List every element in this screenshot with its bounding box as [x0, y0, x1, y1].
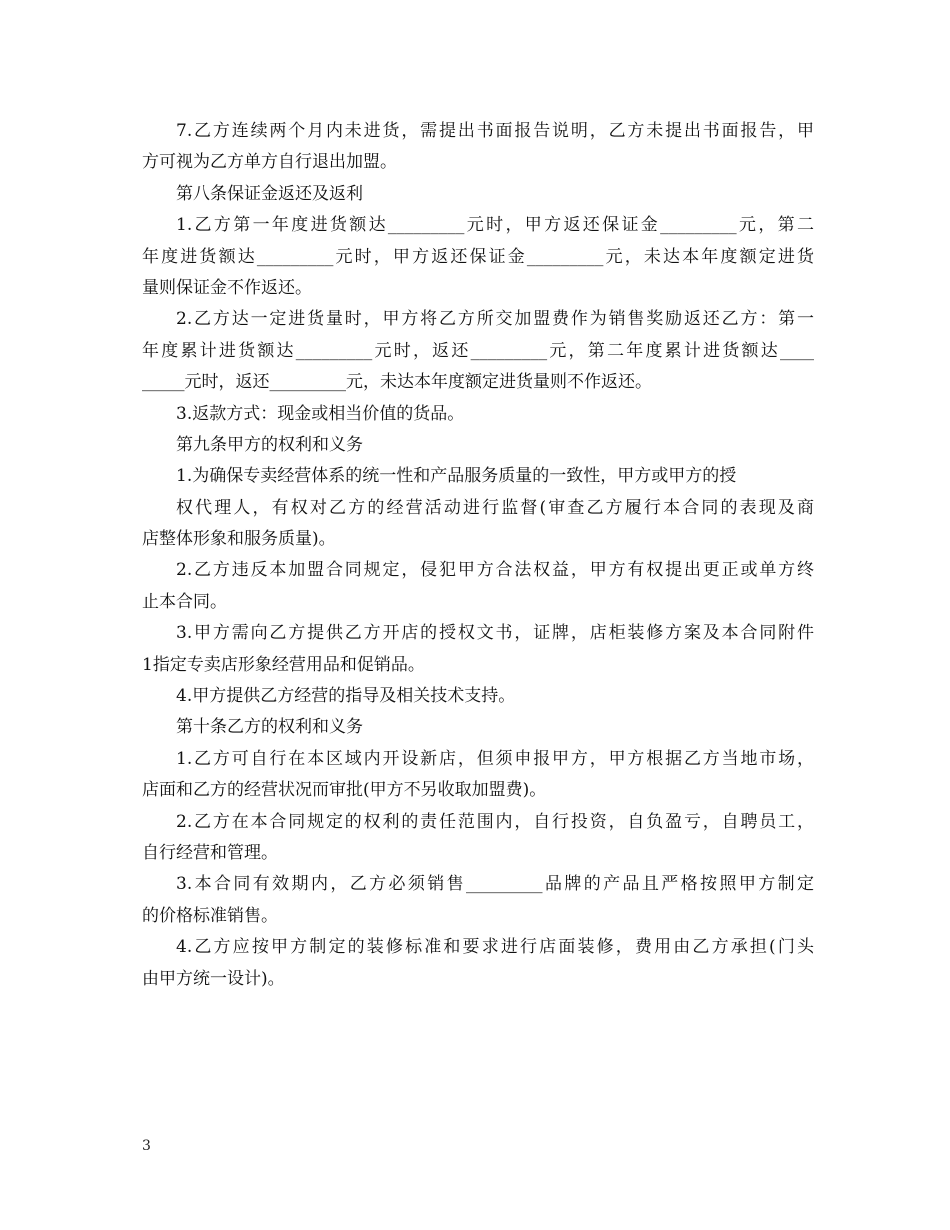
text-line: 止本合同。 — [142, 591, 227, 612]
text-line: 自行经营和管理。 — [142, 842, 278, 863]
text-line: 3.甲方需向乙方提供乙方开店的授权文书，证牌，店柜装修方案及本合同附件 — [176, 623, 814, 644]
page-number: 3 — [142, 1138, 151, 1154]
text-line: 7.乙方连续两个月内未进货，需提出书面报告说明，乙方未提出书面报告，甲 — [176, 121, 814, 141]
text-line: 第十条乙方的权利和义务 — [176, 717, 363, 738]
text-line: 4.甲方提供乙方经营的指导及相关技术支持。 — [176, 686, 516, 707]
text-line: 4.乙方应按甲方制定的装修标准和要求进行店面装修，费用由乙方承担(门头 — [176, 937, 814, 958]
text-line: 1指定专卖店形象经营用品和促销品。 — [142, 654, 425, 675]
text-line: 3.本合同有效期内，乙方必须销售_________品牌的产品且严格按照甲方制定 — [176, 874, 814, 895]
text-line: 由甲方统一设计)。 — [142, 968, 285, 989]
text-line: 店整体形象和服务质量)。 — [142, 529, 336, 550]
text-line: 店面和乙方的经营状况而审批(甲方不另收取加盟费)。 — [142, 780, 547, 801]
text-line: 的价格标准销售。 — [142, 905, 278, 926]
text-line: 1.为确保专卖经营体系的统一性和产品服务质量的一致性，甲方或甲方的授 — [176, 466, 737, 487]
text-line: 方可视为乙方单方自行退出加盟。 — [142, 152, 397, 173]
text-line: 2.乙方在本合同规定的权利的责任范围内，自行投资，自负盈亏，自聘员工， — [176, 811, 814, 832]
text-line: 第八条保证金返还及返利 — [176, 183, 363, 204]
contract-body — [142, 116, 814, 995]
text-line: 量则保证金不作返还。 — [142, 277, 312, 298]
text-line: _____元时，返还_________元，未达本年度额定进货量则不作返还。 — [142, 372, 652, 393]
text-line: 年度累计进货额达_________元时，返还_________元，第二年度累计进货额达____ — [142, 340, 814, 361]
text-line: 权代理人，有权对乙方的经营活动进行监督(审查乙方履行本合同的表现及商 — [176, 497, 814, 518]
text-line: 3.返款方式：现金或相当价值的货品。 — [176, 403, 465, 424]
text-line: 第九条甲方的权利和义务 — [176, 434, 363, 455]
text-line: 1.乙方可自行在本区域内开设新店，但须申报甲方，甲方根据乙方当地市场， — [176, 748, 814, 769]
text-line: 年度进货额达_________元时，甲方返还保证金_________元，未达本年度额定进货 — [142, 246, 814, 267]
text-line: 1.乙方第一年度进货额达_________元时，甲方返还保证金_________元，第二 — [176, 215, 814, 236]
text-line: 2.乙方违反本加盟合同规定，侵犯甲方合法权益，甲方有权提出更正或单方终 — [176, 560, 814, 581]
text-line: 2.乙方达一定进货量时，甲方将乙方所交加盟费作为销售奖励返还乙方：第一 — [176, 309, 814, 330]
